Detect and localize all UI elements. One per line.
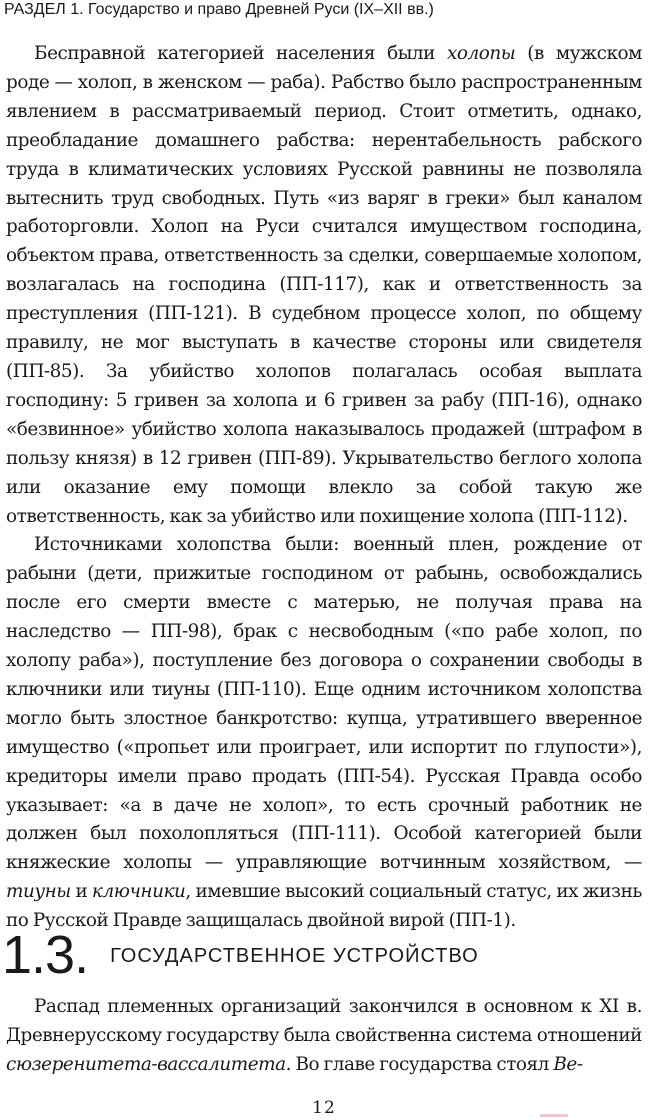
page-number: 12	[312, 1098, 336, 1118]
term-kholopy: холопы	[446, 43, 516, 64]
running-header: РАЗДЕЛ 1. Государство и право Древней Руси (IX–XII вв.)	[4, 1, 434, 18]
section-number: 1.3.	[2, 925, 89, 985]
paragraph-sources	[6, 531, 642, 936]
text-run: Распад племенных организаций закончился в основном к XI в. Древнерусскому государству была свойственна система отношений	[6, 996, 642, 1046]
section-heading	[2, 918, 642, 985]
text-run: . Во главе государства стоял	[285, 1053, 554, 1075]
term-klyuchniki: ключники	[91, 881, 186, 903]
term-suzerainty: сюзеренитета-вассалитета	[6, 1053, 286, 1075]
section-title: ГОСУДАРСТВЕННОЕ УСТРОЙСТВО	[110, 945, 479, 967]
section-text	[6, 993, 642, 1080]
main-text	[6, 40, 642, 936]
paragraph-serfs	[6, 40, 642, 531]
term-tiuny: тиуны	[6, 881, 71, 903]
text-run: (в мужском роде — холоп, в женском — раба). Рабство было распространенным явлением в рассматриваемый период. Стоит отметить, однако, преобладание домашнего рабства: нерентабельность рабского труда в климатических условиях Русской равнины не позволяла вытеснить труд свободных. Путь «из варяг в греки» был каналом работорговли. Холоп на Руси считался имуществом господина, объектом права, ответственность за сделки, совершаемые холопом, возлагалась на господина (ПП-117), как и ответственность за преступления (ПП-121). В судебном процессе холоп, по общему правилу, не мог выступать в качестве стороны или свидетеля (ПП-85). За убийство холопов полагалась особая выплата господину: 5 гривен за холопа и 6 гривен за рабу (ПП-16), однако «безвинное» убийство холопа наказывалось продажей (штрафом в пользу князя) в 12 гривен (ПП-89). Укрывательство беглого холопа или оказание ему помощи влекло за собой такую же ответственность, как за убийство или похищение холопа (ПП-112).	[6, 43, 642, 527]
corner-decoration	[540, 1114, 568, 1117]
text-run: Источниками холопства были: военный плен, рождение от рабыни (дети, прижитые господином от рабынь, освобождались после его смерти вместе с матерью, не получая права на наследство — ПП-98), брак с несвободным («по рабе холоп, по холопу раба»), поступление без договора о сохранении свободы в ключники или тиуны (ПП-110). Еще одним источником холопства могло быть злостное банкротство: купца, утратившего вверенное имущество («пропьет или проиграет, или испортит по глупости»), кредиторы имели право продать (ПП-54). Русская Правда особо указывает: «а в даче не холоп», то есть срочный работник не должен был похолопляться (ПП-111). Особой категорией были княжеские холопы — управляющие вотчинным хозяйством, —	[6, 534, 642, 874]
paragraph-state-structure	[6, 993, 642, 1080]
text-run: , имевшие высокий социальный статус, их жизнь по Русской Правде защищалась двойной вирой (ПП-1).	[6, 881, 642, 932]
term-continued: Ве-	[553, 1053, 583, 1075]
text-run: Бесправной категорией населения были	[34, 43, 447, 64]
text-run: и	[70, 881, 92, 903]
